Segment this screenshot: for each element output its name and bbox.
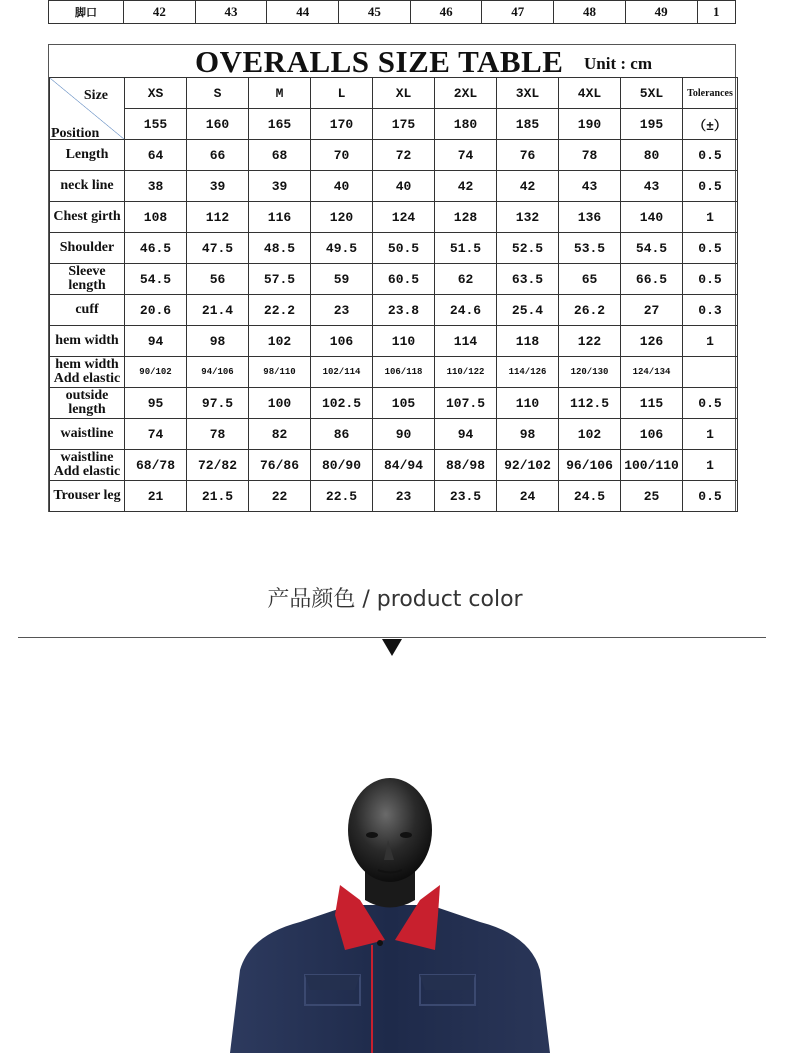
cell: 110 bbox=[373, 326, 435, 357]
cell: 98/110 bbox=[249, 357, 311, 388]
cell: 108 bbox=[125, 202, 187, 233]
cell: 57.5 bbox=[249, 264, 311, 295]
cell: 39 bbox=[187, 171, 249, 202]
cell: 42 bbox=[124, 1, 196, 24]
cell: 175 bbox=[373, 109, 435, 140]
tolerance-cell: 0.5 bbox=[683, 140, 738, 171]
cell: 110 bbox=[497, 388, 559, 419]
header-row bbox=[50, 78, 738, 109]
cell: 22.5 bbox=[311, 481, 373, 512]
cell: 106 bbox=[311, 326, 373, 357]
cell: 114 bbox=[435, 326, 497, 357]
size-header: 5XL bbox=[621, 78, 683, 109]
cell: 95 bbox=[125, 388, 187, 419]
cell: 116 bbox=[249, 202, 311, 233]
cell: 52.5 bbox=[497, 233, 559, 264]
size-header: 4XL bbox=[559, 78, 621, 109]
cell: 102 bbox=[559, 419, 621, 450]
cell: 106 bbox=[621, 419, 683, 450]
cell: 48.5 bbox=[249, 233, 311, 264]
cell: 90 bbox=[373, 419, 435, 450]
cell: 98 bbox=[497, 419, 559, 450]
tolerance-cell: 1 bbox=[683, 326, 738, 357]
cell: 70 bbox=[311, 140, 373, 171]
cell: 23.8 bbox=[373, 295, 435, 326]
previous-size-row bbox=[48, 0, 736, 24]
cell: 170 bbox=[311, 109, 373, 140]
tolerance-cell: 0.5 bbox=[683, 171, 738, 202]
cell: 63.5 bbox=[497, 264, 559, 295]
cell: 114/126 bbox=[497, 357, 559, 388]
cell: 21 bbox=[125, 481, 187, 512]
cell: 21.4 bbox=[187, 295, 249, 326]
row-label: waistline bbox=[50, 419, 125, 450]
cell: 24.6 bbox=[435, 295, 497, 326]
cell: 132 bbox=[497, 202, 559, 233]
row-label: 脚口 bbox=[49, 1, 124, 24]
cell: 44 bbox=[267, 1, 339, 24]
size-header: 3XL bbox=[497, 78, 559, 109]
cell: 27 bbox=[621, 295, 683, 326]
cell: 82 bbox=[249, 419, 311, 450]
cell: 47 bbox=[482, 1, 554, 24]
tolerance-cell: 0.5 bbox=[683, 264, 738, 295]
cell: 92/102 bbox=[497, 450, 559, 481]
row-label: neck line bbox=[50, 171, 125, 202]
cell: 110/122 bbox=[435, 357, 497, 388]
cell: 66.5 bbox=[621, 264, 683, 295]
cell: 100/110 bbox=[621, 450, 683, 481]
cell: 90/102 bbox=[125, 357, 187, 388]
table-row bbox=[50, 295, 738, 326]
cell: 115 bbox=[621, 388, 683, 419]
cell: 72/82 bbox=[187, 450, 249, 481]
cell: 47.5 bbox=[187, 233, 249, 264]
cell: 105 bbox=[373, 388, 435, 419]
table-title-bar bbox=[49, 45, 735, 77]
row-label: Trouser leg bbox=[50, 481, 125, 512]
row-label: outside length bbox=[50, 388, 125, 419]
table-title: OVERALLS SIZE TABLE bbox=[195, 44, 564, 79]
tolerance-cell: 1 bbox=[683, 450, 738, 481]
size-header: S bbox=[187, 78, 249, 109]
cell: 49 bbox=[625, 1, 697, 24]
cell: 160 bbox=[187, 109, 249, 140]
table-row bbox=[50, 388, 738, 419]
cell: 43 bbox=[621, 171, 683, 202]
cell: 124 bbox=[373, 202, 435, 233]
cell: 112.5 bbox=[559, 388, 621, 419]
cell: 100 bbox=[249, 388, 311, 419]
cell: 128 bbox=[435, 202, 497, 233]
tolerance-cell: 0.5 bbox=[683, 481, 738, 512]
cell: 53.5 bbox=[559, 233, 621, 264]
cell: 46.5 bbox=[125, 233, 187, 264]
cell: 39 bbox=[249, 171, 311, 202]
cell: 42 bbox=[435, 171, 497, 202]
cell: 45 bbox=[339, 1, 411, 24]
cell: 43 bbox=[559, 171, 621, 202]
tolerance-cell: 1 bbox=[683, 419, 738, 450]
cell: 107.5 bbox=[435, 388, 497, 419]
cell: 96/106 bbox=[559, 450, 621, 481]
size-header: 2XL bbox=[435, 78, 497, 109]
cell: 42 bbox=[497, 171, 559, 202]
cell: 68/78 bbox=[125, 450, 187, 481]
size-table-box bbox=[48, 44, 736, 512]
cell: 64 bbox=[125, 140, 187, 171]
corner-size-label: Size bbox=[83, 88, 108, 103]
cell: 56 bbox=[187, 264, 249, 295]
cell: 126 bbox=[621, 326, 683, 357]
cell: 122 bbox=[559, 326, 621, 357]
cell: 118 bbox=[497, 326, 559, 357]
size-table bbox=[49, 77, 738, 512]
cell: 54.5 bbox=[621, 233, 683, 264]
table-row bbox=[50, 233, 738, 264]
cell: 24 bbox=[497, 481, 559, 512]
cell: 23 bbox=[373, 481, 435, 512]
row-label: Shoulder bbox=[50, 233, 125, 264]
tolerance-cell: 0.3 bbox=[683, 295, 738, 326]
cell: 94 bbox=[435, 419, 497, 450]
cell: 98 bbox=[187, 326, 249, 357]
product-color-heading: 产品颜色 / product color bbox=[267, 587, 523, 612]
table-row bbox=[50, 264, 738, 295]
corner-cell bbox=[50, 78, 125, 140]
cell: 26.2 bbox=[559, 295, 621, 326]
cell: 49.5 bbox=[311, 233, 373, 264]
cell: 40 bbox=[311, 171, 373, 202]
cell: 97.5 bbox=[187, 388, 249, 419]
table-row bbox=[50, 450, 738, 481]
cell: 136 bbox=[559, 202, 621, 233]
table-row bbox=[50, 202, 738, 233]
cell: 20.6 bbox=[125, 295, 187, 326]
size-header: XS bbox=[125, 78, 187, 109]
cell: 140 bbox=[621, 202, 683, 233]
tolerance-cell: （±） bbox=[683, 109, 738, 140]
cell: 23.5 bbox=[435, 481, 497, 512]
size-header: L bbox=[311, 78, 373, 109]
cell: 94 bbox=[125, 326, 187, 357]
row-label: cuff bbox=[50, 295, 125, 326]
cell: 22.2 bbox=[249, 295, 311, 326]
cell: 1 bbox=[697, 1, 736, 24]
unit-label: Unit : cm bbox=[584, 54, 652, 73]
cell: 195 bbox=[621, 109, 683, 140]
tolerance-cell: 0.5 bbox=[683, 388, 738, 419]
cell: 23 bbox=[311, 295, 373, 326]
cell: 185 bbox=[497, 109, 559, 140]
cell: 76 bbox=[497, 140, 559, 171]
cell: 74 bbox=[125, 419, 187, 450]
table-row bbox=[50, 326, 738, 357]
cell: 51.5 bbox=[435, 233, 497, 264]
cell: 102 bbox=[249, 326, 311, 357]
cell: 94/106 bbox=[187, 357, 249, 388]
cell: 190 bbox=[559, 109, 621, 140]
cell: 59 bbox=[311, 264, 373, 295]
cell: 74 bbox=[435, 140, 497, 171]
cell: 88/98 bbox=[435, 450, 497, 481]
cell: 124/134 bbox=[621, 357, 683, 388]
table-row bbox=[50, 481, 738, 512]
row-label: Chest girth bbox=[50, 202, 125, 233]
tolerance-cell: 0.5 bbox=[683, 233, 738, 264]
cell: 48 bbox=[554, 1, 626, 24]
cell: 112 bbox=[187, 202, 249, 233]
row-label: Length bbox=[50, 140, 125, 171]
cell: 24.5 bbox=[559, 481, 621, 512]
table-row bbox=[50, 109, 738, 140]
cell: 76/86 bbox=[249, 450, 311, 481]
row-label: Sleeve length bbox=[50, 264, 125, 295]
cell: 120/130 bbox=[559, 357, 621, 388]
cell: 106/118 bbox=[373, 357, 435, 388]
cell: 25 bbox=[621, 481, 683, 512]
corner-position-label: Position bbox=[51, 126, 100, 141]
cell: 155 bbox=[125, 109, 187, 140]
tolerance-cell bbox=[683, 357, 738, 388]
cell: 180 bbox=[435, 109, 497, 140]
cell: 22 bbox=[249, 481, 311, 512]
size-header: M bbox=[249, 78, 311, 109]
cell: 120 bbox=[311, 202, 373, 233]
cell: 102/114 bbox=[311, 357, 373, 388]
cell: 62 bbox=[435, 264, 497, 295]
cell: 80 bbox=[621, 140, 683, 171]
down-arrow-icon bbox=[382, 639, 402, 656]
size-header: XL bbox=[373, 78, 435, 109]
cell: 21.5 bbox=[187, 481, 249, 512]
product-photo bbox=[0, 700, 790, 1053]
row-label: hem width Add elastic bbox=[50, 357, 125, 388]
cell: 65 bbox=[559, 264, 621, 295]
tolerances-header: Tolerances bbox=[683, 78, 738, 109]
cell: 165 bbox=[249, 109, 311, 140]
table-row bbox=[50, 357, 738, 388]
cell: 60.5 bbox=[373, 264, 435, 295]
table-row bbox=[50, 171, 738, 202]
cell: 78 bbox=[187, 419, 249, 450]
cell: 50.5 bbox=[373, 233, 435, 264]
cell: 38 bbox=[125, 171, 187, 202]
cell: 80/90 bbox=[311, 450, 373, 481]
row-label: waistline Add elastic bbox=[50, 450, 125, 481]
cell: 46 bbox=[410, 1, 482, 24]
cell: 102.5 bbox=[311, 388, 373, 419]
cell: 40 bbox=[373, 171, 435, 202]
row-label: hem width bbox=[50, 326, 125, 357]
cell: 68 bbox=[249, 140, 311, 171]
cell: 54.5 bbox=[125, 264, 187, 295]
divider bbox=[18, 637, 766, 638]
table-row bbox=[50, 140, 738, 171]
cell: 86 bbox=[311, 419, 373, 450]
cell: 43 bbox=[195, 1, 267, 24]
table-row bbox=[50, 419, 738, 450]
cell: 78 bbox=[559, 140, 621, 171]
mannequin-overalls-image bbox=[0, 700, 790, 1053]
cell: 72 bbox=[373, 140, 435, 171]
cell: 84/94 bbox=[373, 450, 435, 481]
cell: 25.4 bbox=[497, 295, 559, 326]
table-row bbox=[49, 1, 736, 24]
tolerance-cell: 1 bbox=[683, 202, 738, 233]
cell: 66 bbox=[187, 140, 249, 171]
